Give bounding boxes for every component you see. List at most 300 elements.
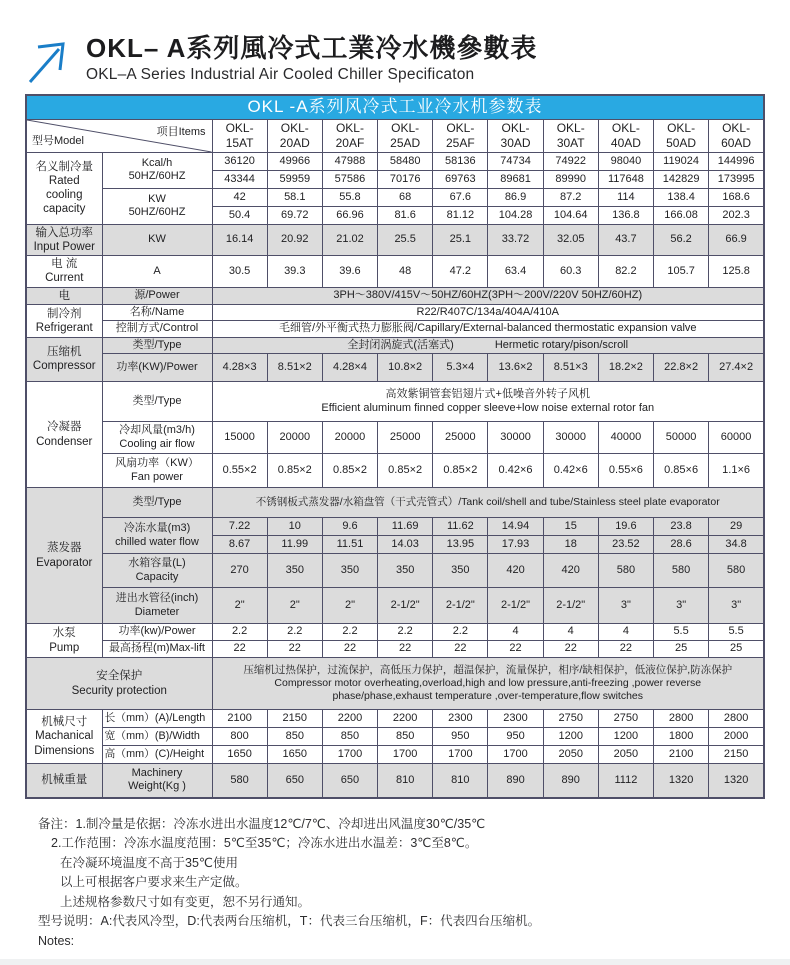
- value-cell: 0.85×2: [267, 454, 322, 488]
- section-label: 压缩机: [47, 346, 82, 359]
- section-label: Pump: [49, 641, 80, 654]
- item-label: Cooling air flow: [119, 437, 195, 450]
- banner-row: [26, 95, 764, 119]
- value-cell: 25000: [433, 422, 488, 454]
- evaporator-type-value: 不锈钢板式蒸发器/水箱盘管（干式壳管式）/Tank coil/shell and tube/Stainless steel plate evaporator: [212, 488, 764, 518]
- value-cell: 2.2: [212, 624, 267, 641]
- section-label: 蒸发器: [47, 542, 82, 555]
- value-cell: 890: [543, 764, 598, 798]
- value-cell: 104.28: [488, 206, 543, 224]
- security-en-line2: phase/phase,exhaust temperature ,over-temperature,flow switches: [332, 689, 643, 702]
- value-cell: 87.2: [543, 188, 598, 206]
- value-cell: 350: [267, 554, 322, 588]
- value-cell: 650: [267, 764, 322, 798]
- value-cell: 4: [543, 624, 598, 641]
- footnote-line: 型号说明：A:代表风冷型，D:代表两台压缩机，T：代表三台压缩机，F：代表四台压缩机。: [38, 914, 541, 928]
- value-cell: 7.22: [212, 518, 267, 536]
- value-cell: 39.6: [322, 255, 377, 287]
- table-row: [26, 304, 764, 320]
- value-cell: 58.1: [267, 188, 322, 206]
- table-row: [26, 488, 764, 518]
- model-header-row: [26, 119, 764, 152]
- value-cell: 20000: [322, 422, 377, 454]
- value-cell: 2200: [378, 710, 433, 728]
- value-cell: 66.96: [322, 206, 377, 224]
- value-cell: 34.8: [709, 536, 764, 554]
- value-cell: 105.7: [654, 255, 709, 287]
- value-cell: 119024: [654, 152, 709, 170]
- value-cell: 19.6: [598, 518, 653, 536]
- value-cell: 18: [543, 536, 598, 554]
- table-row: [26, 354, 764, 382]
- value-cell: 5.5: [709, 624, 764, 641]
- value-cell: 2050: [543, 746, 598, 764]
- value-cell: 67.6: [433, 188, 488, 206]
- table-row: [26, 188, 764, 206]
- corner-items-label: 项目Items: [156, 125, 206, 138]
- table-row: [26, 422, 764, 454]
- value-cell: 57586: [322, 170, 377, 188]
- value-cell: 2050: [598, 746, 653, 764]
- value-cell: 2.2: [433, 624, 488, 641]
- item-width: 宽（mm）(B)/Width: [102, 728, 212, 746]
- table-row: [26, 658, 764, 710]
- section-label: Dimensions: [34, 744, 95, 757]
- item-refrigerant-name: 名称/Name: [102, 304, 212, 320]
- item-pump-power: 功率(kw)/Power: [102, 624, 212, 641]
- value-cell: 22: [598, 641, 653, 658]
- section-label: 冷凝器: [47, 421, 82, 434]
- value-cell: 30000: [488, 422, 543, 454]
- item-label: 50HZ/60HZ: [128, 170, 186, 183]
- value-cell: 89681: [488, 170, 543, 188]
- value-cell: 33.72: [488, 224, 543, 255]
- value-cell: 25.5: [378, 224, 433, 255]
- value-cell: 3": [654, 588, 709, 624]
- value-cell: 136.8: [598, 206, 653, 224]
- model-column-header: OKL- 40AD: [598, 119, 653, 152]
- value-cell: 650: [322, 764, 377, 798]
- security-protection-value: [212, 658, 764, 710]
- section-label: Refrigerant: [35, 321, 93, 334]
- section-label: 电 流: [51, 258, 78, 271]
- value-cell: 17.93: [488, 536, 543, 554]
- section-current: [26, 255, 102, 287]
- footnote-line: 备注：1.制冷量是依据：冷冻水进出水温度12℃/7℃、冷却进出风温度30℃/35℃: [38, 816, 486, 831]
- value-cell: 420: [488, 554, 543, 588]
- title-block: [86, 34, 537, 84]
- item-label: Capacity: [135, 570, 179, 583]
- value-cell: 49966: [267, 152, 322, 170]
- table-row: [26, 255, 764, 287]
- section-label: 制冷剂: [47, 307, 82, 320]
- value-cell: 22: [212, 641, 267, 658]
- value-cell: 74734: [488, 152, 543, 170]
- footnote-line: 上述规格参数尺寸如有变更，恕不另行通知。: [60, 894, 311, 909]
- value-cell: 82.2: [598, 255, 653, 287]
- value-cell: 22: [488, 641, 543, 658]
- value-cell: 42: [212, 188, 267, 206]
- table-row: [26, 518, 764, 536]
- value-cell: 23.8: [654, 518, 709, 536]
- value-cell: 2150: [709, 746, 764, 764]
- table-row: [26, 764, 764, 798]
- value-cell: 2.2: [267, 624, 322, 641]
- item-kcal: [102, 152, 212, 188]
- item-label: Diameter: [134, 605, 180, 618]
- item-label: 冷冻水量(m3): [123, 522, 191, 535]
- footnote-line: 2.工作范围：冷冻水温度范围：5℃至35℃；冷冻水进出水温差：3℃至8℃。: [51, 836, 478, 850]
- item-compressor-power: 功率(KW)/Power: [102, 354, 212, 382]
- value-cell: 2.2: [378, 624, 433, 641]
- value-cell: 2100: [654, 746, 709, 764]
- value-cell: 0.42×6: [488, 454, 543, 488]
- value-cell: 50000: [654, 422, 709, 454]
- value-cell: 950: [488, 728, 543, 746]
- value-cell: 3": [598, 588, 653, 624]
- value-cell: 15000: [212, 422, 267, 454]
- item-pipe-diameter: [102, 588, 212, 624]
- value-cell: 13.95: [433, 536, 488, 554]
- condenser-type-en: Efficient aluminum finned copper sleeve+low noise external rotor fan: [321, 401, 655, 414]
- section-dimensions: [26, 710, 102, 764]
- value-cell: 0.85×6: [654, 454, 709, 488]
- value-cell: 60000: [709, 422, 764, 454]
- value-cell: 22.8×2: [654, 354, 709, 382]
- value-cell: 104.64: [543, 206, 598, 224]
- value-cell: 2750: [543, 710, 598, 728]
- value-cell: 48: [378, 255, 433, 287]
- section-pump: [26, 624, 102, 658]
- value-cell: 1320: [654, 764, 709, 798]
- model-column-header: OKL- 60AD: [709, 119, 764, 152]
- value-cell: 11.62: [433, 518, 488, 536]
- value-cell: 114: [598, 188, 653, 206]
- value-cell: 25000: [378, 422, 433, 454]
- value-cell: 580: [654, 554, 709, 588]
- document-header: [26, 34, 790, 86]
- table-row: [26, 454, 764, 488]
- value-cell: 1700: [378, 746, 433, 764]
- value-cell: 810: [378, 764, 433, 798]
- model-column-header: OKL- 15AT: [212, 119, 267, 152]
- item-weight: [102, 764, 212, 798]
- value-cell: 0.42×6: [543, 454, 598, 488]
- table-row: [26, 588, 764, 624]
- value-cell: 20000: [267, 422, 322, 454]
- model-column-header: OKL- 20AD: [267, 119, 322, 152]
- model-column-header: OKL- 20AF: [322, 119, 377, 152]
- value-cell: 16.14: [212, 224, 267, 255]
- model-column-header: OKL- 30AT: [543, 119, 598, 152]
- value-cell: 81.12: [433, 206, 488, 224]
- item-max-lift: 最高扬程(m)Max-lift: [102, 641, 212, 658]
- value-cell: 1650: [267, 746, 322, 764]
- value-cell: 25.1: [433, 224, 488, 255]
- value-cell: 2150: [267, 710, 322, 728]
- value-cell: 4.28×4: [322, 354, 377, 382]
- value-cell: 22: [378, 641, 433, 658]
- value-cell: 8.51×2: [267, 354, 322, 382]
- item-label: chilled water flow: [115, 535, 199, 548]
- value-cell: 10.8×2: [378, 354, 433, 382]
- footnote-line: Notes:: [38, 933, 75, 948]
- section-label: Machanical: [35, 730, 94, 743]
- item-height: 高（mm）(C)/Height: [102, 746, 212, 764]
- table-row: [26, 728, 764, 746]
- value-cell: 1200: [543, 728, 598, 746]
- table-row: [26, 287, 764, 304]
- value-cell: 4: [598, 624, 653, 641]
- value-cell: 21.02: [322, 224, 377, 255]
- corner-cell: [26, 119, 212, 152]
- section-label: 机械尺寸: [41, 716, 88, 729]
- refrigerant-name-value: R22/R407C/134a/404A/410A: [212, 304, 764, 320]
- item-compressor-type: 类型/Type: [102, 337, 212, 353]
- compressor-type-value: [212, 337, 764, 353]
- value-cell: 22: [267, 641, 322, 658]
- item-label: Machinery: [131, 766, 183, 779]
- up-right-arrow-icon: [26, 34, 74, 86]
- security-zh: 压缩机过热保护，过流保护，高低压力保护，超温保护，流量保护，相序/缺相保护，低液位保护,防冻保护: [243, 664, 733, 677]
- item-label: 风扇功率（KW）: [115, 457, 199, 470]
- value-cell: 850: [378, 728, 433, 746]
- value-cell: 890: [488, 764, 543, 798]
- value-cell: 125.8: [709, 255, 764, 287]
- value-cell: 43.7: [598, 224, 653, 255]
- section-label: cooling: [46, 189, 83, 202]
- value-cell: 0.85×2: [322, 454, 377, 488]
- value-cell: 850: [322, 728, 377, 746]
- value-cell: 2300: [433, 710, 488, 728]
- value-cell: 580: [709, 554, 764, 588]
- value-cell: 11.69: [378, 518, 433, 536]
- item-refrigerant-control: 控制方式/Control: [102, 321, 212, 337]
- corner-model-label: 型号Model: [32, 135, 84, 148]
- compressor-type-en: Hermetic rotary/pison/scroll: [494, 338, 629, 351]
- value-cell: 30000: [543, 422, 598, 454]
- table-row: [26, 624, 764, 641]
- value-cell: 173995: [709, 170, 764, 188]
- value-cell: 58136: [433, 152, 488, 170]
- value-cell: 9.6: [322, 518, 377, 536]
- value-cell: 50.4: [212, 206, 267, 224]
- item-power-source: 源/Power: [102, 287, 212, 304]
- section-label: Current: [45, 272, 84, 285]
- value-cell: 5.3×4: [433, 354, 488, 382]
- value-cell: 2800: [654, 710, 709, 728]
- value-cell: 60.3: [543, 255, 598, 287]
- value-cell: 56.2: [654, 224, 709, 255]
- value-cell: 8.67: [212, 536, 267, 554]
- table-row: [26, 152, 764, 170]
- item-label: Fan power: [131, 470, 183, 483]
- section-refrigerant: [26, 304, 102, 337]
- spec-table: [25, 94, 765, 799]
- value-cell: 142829: [654, 170, 709, 188]
- section-condenser: [26, 382, 102, 488]
- value-cell: 55.8: [322, 188, 377, 206]
- value-cell: 420: [543, 554, 598, 588]
- value-cell: 350: [378, 554, 433, 588]
- value-cell: 1200: [598, 728, 653, 746]
- section-label: Rated: [48, 175, 80, 188]
- value-cell: 810: [433, 764, 488, 798]
- value-cell: 580: [598, 554, 653, 588]
- value-cell: 14.03: [378, 536, 433, 554]
- value-cell: 14.94: [488, 518, 543, 536]
- value-cell: 270: [212, 554, 267, 588]
- table-row: [26, 554, 764, 588]
- value-cell: 2-1/2": [543, 588, 598, 624]
- item-cooling-air-flow: [102, 422, 212, 454]
- value-cell: 0.55×6: [598, 454, 653, 488]
- section-power: 电: [26, 287, 102, 304]
- value-cell: 2000: [709, 728, 764, 746]
- section-label: 输入总功率: [35, 226, 93, 239]
- value-cell: 69.72: [267, 206, 322, 224]
- value-cell: 1800: [654, 728, 709, 746]
- table-row: [26, 321, 764, 337]
- value-cell: 580: [212, 764, 267, 798]
- item-label: Weight(Kg ): [128, 780, 186, 793]
- value-cell: 850: [267, 728, 322, 746]
- section-label: capacity: [43, 203, 86, 216]
- value-cell: 2-1/2": [488, 588, 543, 624]
- value-cell: 30.5: [212, 255, 267, 287]
- value-cell: 1700: [488, 746, 543, 764]
- value-cell: 2-1/2": [433, 588, 488, 624]
- value-cell: 4.28×3: [212, 354, 267, 382]
- value-cell: 29: [709, 518, 764, 536]
- section-rated-cooling: [26, 152, 102, 224]
- bottom-strip: [0, 959, 790, 965]
- value-cell: 22: [543, 641, 598, 658]
- value-cell: 70176: [378, 170, 433, 188]
- value-cell: 2.2: [322, 624, 377, 641]
- value-cell: 10: [267, 518, 322, 536]
- item-condenser-type: 类型/Type: [102, 382, 212, 422]
- model-column-header: OKL- 25AF: [433, 119, 488, 152]
- section-label: Condenser: [36, 435, 93, 448]
- table-row: [26, 224, 764, 255]
- security-en-line1: Compressor motor overheating,overload,high and low pressure,anti-freezing ,power reverse: [274, 677, 702, 690]
- value-cell: 2800: [709, 710, 764, 728]
- condenser-type-value: [212, 382, 764, 422]
- value-cell: 11.51: [322, 536, 377, 554]
- item-fan-power: [102, 454, 212, 488]
- value-cell: 3": [709, 588, 764, 624]
- value-cell: 0.55×2: [212, 454, 267, 488]
- item-label: 水箱容量(L): [128, 557, 186, 570]
- model-column-header: OKL- 25AD: [378, 119, 433, 152]
- value-cell: 43344: [212, 170, 267, 188]
- refrigerant-control-value: 毛细管/外平衡式热力膨胀阀/Capillary/External-balanced thermostatic expansion valve: [212, 321, 764, 337]
- value-cell: 4: [488, 624, 543, 641]
- compressor-type-zh: 全封闭涡旋式(活塞式): [347, 338, 454, 351]
- value-cell: 18.2×2: [598, 354, 653, 382]
- value-cell: 74922: [543, 152, 598, 170]
- item-current-unit: A: [102, 255, 212, 287]
- value-cell: 36120: [212, 152, 267, 170]
- section-weight: 机械重量: [26, 764, 102, 798]
- value-cell: 168.6: [709, 188, 764, 206]
- value-cell: 89990: [543, 170, 598, 188]
- value-cell: 27.4×2: [709, 354, 764, 382]
- value-cell: 25: [654, 641, 709, 658]
- value-cell: 8.51×3: [543, 354, 598, 382]
- value-cell: 350: [322, 554, 377, 588]
- value-cell: 1.1×6: [709, 454, 764, 488]
- value-cell: 2-1/2": [378, 588, 433, 624]
- item-evaporator-type: 类型/Type: [102, 488, 212, 518]
- value-cell: 117648: [598, 170, 653, 188]
- condenser-type-zh: 高效紫铜管套铝翅片式+低噪音外转子风机: [385, 388, 590, 401]
- value-cell: 58480: [378, 152, 433, 170]
- value-cell: 950: [433, 728, 488, 746]
- value-cell: 28.6: [654, 536, 709, 554]
- value-cell: 13.6×2: [488, 354, 543, 382]
- value-cell: 202.3: [709, 206, 764, 224]
- table-banner-title: OKL -A系列风冷式工业冷水机参数表: [26, 95, 764, 119]
- value-cell: 11.99: [267, 536, 322, 554]
- value-cell: 5.5: [654, 624, 709, 641]
- value-cell: 2": [322, 588, 377, 624]
- section-label: Compressor: [32, 360, 96, 373]
- value-cell: 81.6: [378, 206, 433, 224]
- table-row: [26, 746, 764, 764]
- value-cell: 1700: [433, 746, 488, 764]
- value-cell: 22: [322, 641, 377, 658]
- power-source-value: 3PH～380V/415V～50HZ/60HZ(3PH～200V/220V 50HZ/60HZ): [212, 287, 764, 304]
- table-row: [26, 382, 764, 422]
- item-label: KW: [148, 192, 166, 205]
- model-column-header: OKL- 50AD: [654, 119, 709, 152]
- page-title-zh: OKL– A系列風冷式工業冷水機參數表: [86, 33, 538, 63]
- page-title-en: OKL–A Series Industrial Air Cooled Chiller Specificaton: [86, 65, 475, 83]
- section-security-protection: [26, 658, 212, 710]
- section-label: Evaporator: [36, 556, 93, 569]
- value-cell: 23.52: [598, 536, 653, 554]
- value-cell: 1320: [709, 764, 764, 798]
- page: [0, 34, 790, 965]
- value-cell: 47988: [322, 152, 377, 170]
- table-row: [26, 641, 764, 658]
- value-cell: 144996: [709, 152, 764, 170]
- item-kw: [102, 188, 212, 224]
- value-cell: 0.85×2: [433, 454, 488, 488]
- item-input-unit: KW: [102, 224, 212, 255]
- value-cell: 1650: [212, 746, 267, 764]
- value-cell: 1112: [598, 764, 653, 798]
- value-cell: 2100: [212, 710, 267, 728]
- value-cell: 138.4: [654, 188, 709, 206]
- item-tank-capacity: [102, 554, 212, 588]
- item-label: 冷却风量(m3/h): [119, 424, 195, 437]
- section-input-power: [26, 224, 102, 255]
- value-cell: 2300: [488, 710, 543, 728]
- item-label: 进出水管径(inch): [115, 592, 199, 605]
- value-cell: 350: [433, 554, 488, 588]
- section-label: 名义制冷量: [35, 161, 93, 174]
- footnote-line: 在冷凝环境温度不高于35℃使用: [60, 855, 238, 870]
- item-chilled-water-flow: [102, 518, 212, 554]
- value-cell: 166.08: [654, 206, 709, 224]
- spec-table-wrap: [25, 94, 765, 799]
- section-label: Input Power: [33, 240, 95, 253]
- value-cell: 2200: [322, 710, 377, 728]
- section-label: 水泵: [52, 627, 76, 640]
